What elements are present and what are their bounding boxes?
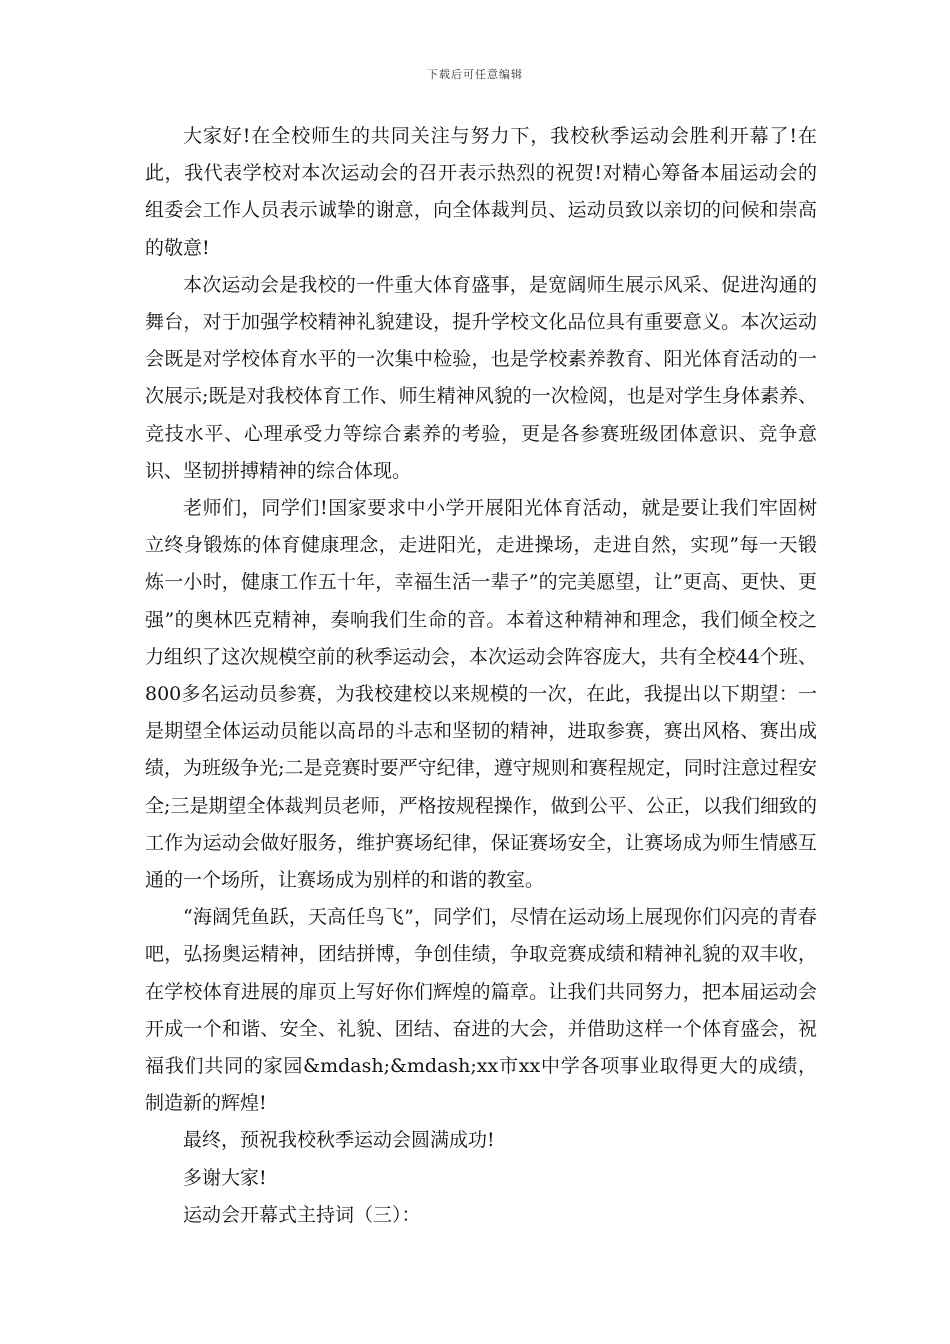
- paragraph-next-section-title: 运动会开幕式主持词（三）：: [183, 1203, 421, 1226]
- paragraph-encouragement: “海阔凭鱼跃，天高任鸟飞”，同学们，尽情在运动场上展现你们闪亮的青春吧，弘扬奥运精神，团结拼博，争创佳绩，争取竞赛成绩和精神礼貌的双丰收，在学校体育进展的扉页上写好你们辉煌的篇章。让我们共同努力，把本届运动会开成一个和谐、安全、礼貌、团结、奋进的大会，并借助这样一个体育盛会，祝福我们共同的家园&mdash;&mdash;xx市xx中学各项事业取得更大的成绩，制造新的辉煌!: [145, 906, 817, 1115]
- paragraph-wish: 最终，预祝我校秋季运动会圆满成功!: [183, 1129, 495, 1152]
- paragraph-thanks: 多谢大家!: [183, 1166, 267, 1189]
- document-body: [145, 118, 817, 1234]
- paragraph-expectations: 老师们，同学们!国家要求中小学开展阳光体育活动，就是要让我们牢固树立终身锻炼的体育健康理念，走进阳光，走进操场，走进自然，实现”每一天锻炼一小时，健康工作五十年，幸福生活一辈子”的完美愿望，让”更高、更快、更强”的奥林匹克精神，奏响我们生命的音。本着这种精神和理念，我们倾全校之力组织了这次规模空前的秋季运动会，本次运动会阵容庞大，共有全校44个班、800多名运动员参赛，为我校建校以来规模的一次，在此，我提出以下期望：一是期望全体运动员能以高昂的斗志和坚韧的精神，进取参赛，赛出风格、赛出成绩，为班级争光;二是竞赛时要严守纪律，遵守规则和赛程规定，同时注意过程安全;三是期望全体裁判员老师，严格按规程操作，做到公平、公正，以我们细致的工作为运动会做好服务，维护赛场纪律，保证赛场安全，让赛场成为师生情感互通的一个场所，让赛场成为别样的和谐的教室。: [145, 497, 817, 892]
- paragraph-greeting: 大家好!在全校师生的共同关注与努力下，我校秋季运动会胜利开幕了!在此，我代表学校对本次运动会的召开表示热烈的祝贺!对精心筹备本届运动会的组委会工作人员表示诚挚的谢意，向全体裁判员、运动员致以亲切的问候和崇高的敬意!: [145, 125, 817, 259]
- paragraph-significance: 本次运动会是我校的一件重大体育盛事，是宽阔师生展示风采、促进沟通的舞台，对于加强学校精神礼貌建设，提升学校文化品位具有重要意义。本次运动会既是对学校体育水平的一次集中检验，也是学校素养教育、阳光体育活动的一次展示;既是对我校体育工作、师生精神风貌的一次检阅，也是对学生身体素养、竞技水平、心理承受力等综合素养的考验，更是各参赛班级团体意识、竞争意识、坚韧拼搏精神的综合体现。: [145, 273, 817, 482]
- header-note: 下载后可任意编辑: [427, 68, 523, 81]
